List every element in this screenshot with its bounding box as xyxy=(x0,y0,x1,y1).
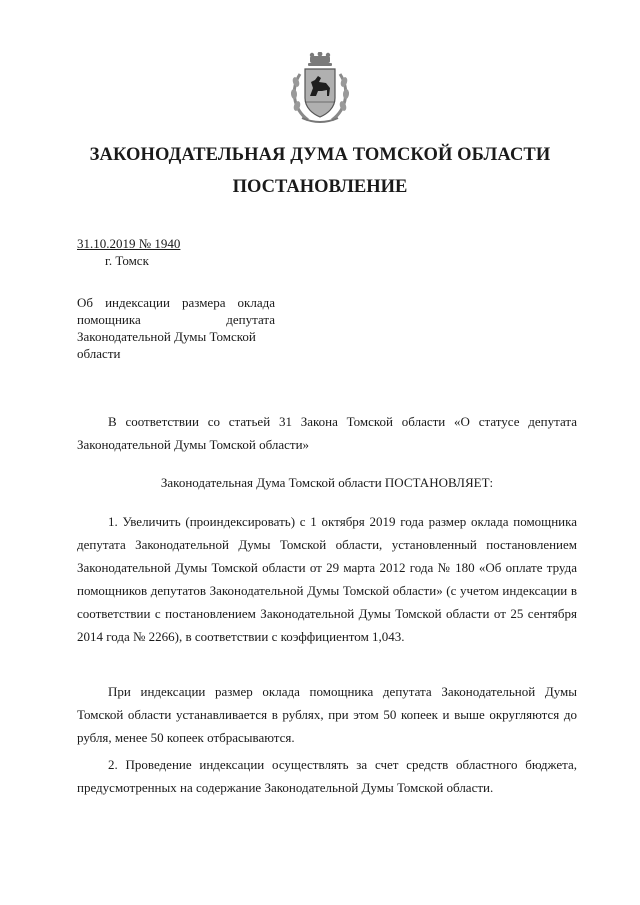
indexation-note-paragraph: При индексации размер оклада помощника депутата Законодательной Думы Томской области устанавливается в рублях, при этом 50 копеек и выше округляются до рубля, менее 50 копеек отбрасываются. xyxy=(77,684,577,745)
legal-basis-paragraph: В соответствии со статьей 31 Закона Томской области «О статусе депутата Законодательной Думы Томской области» xyxy=(77,414,577,452)
document-city: г. Томск xyxy=(105,253,149,268)
item-2-paragraph: 2. Проведение индексации осуществлять за счет средств областного бюджета, предусмотренных на содержание Законодательной Думы Томской области. xyxy=(77,757,577,795)
subject-line: Об индексации размера оклада xyxy=(77,295,275,310)
resolves-paragraph: Законодательная Дума Томской области ПОСТАНОВЛЯЕТ: xyxy=(160,475,494,490)
subject-line: помощника депутата xyxy=(77,312,275,327)
document-subject xyxy=(77,294,275,362)
document-type-title: ПОСТАНОВЛЕНИЕ xyxy=(232,177,408,197)
subject-line: области xyxy=(77,346,121,361)
item-1-paragraph: 1. Увеличить (проиндексировать) с 1 октября 2019 года размер оклада помощника депутата Законодательной Думы Томской области, установленный постановлением Законодательной Думы Томской области от 29 марта 2012 года № 180 «Об оплате труда помощников депутатов Законодательной Думы Томской области» (с учетом индексации в соответствии с постановлением Законодательной Думы Томской области от 25 сентября 2014 года № 2266), в соответствии с коэффициентом 1,043. xyxy=(77,514,577,644)
organization-title: ЗАКОНОДАТЕЛЬНАЯ ДУМА ТОМСКОЙ ОБЛАСТИ xyxy=(89,145,551,165)
tomsk-region-coat-of-arms-icon xyxy=(288,52,352,126)
subject-line: Законодательной Думы Томской xyxy=(77,329,256,344)
document-date-number: 31.10.2019 № 1940 xyxy=(77,236,181,251)
